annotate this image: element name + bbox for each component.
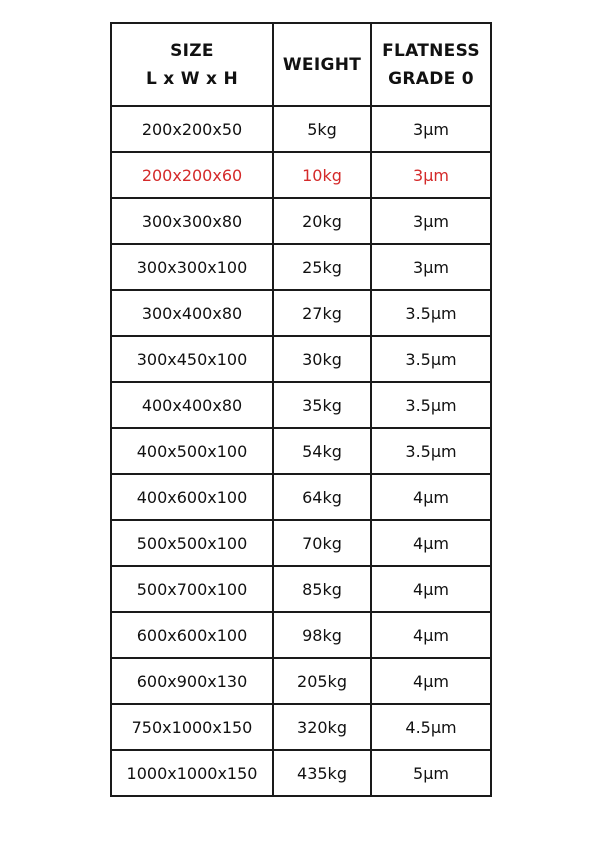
table-row [111,336,491,382]
table-row [111,704,491,750]
table-row [111,658,491,704]
table-row [111,244,491,290]
header-row [111,23,491,106]
cell-flatness: 4μm [371,520,491,566]
table-row [111,612,491,658]
table-row [111,198,491,244]
cell-weight: 35kg [273,382,371,428]
header-weight [273,23,371,106]
cell-size: 1000x1000x150 [111,750,273,796]
cell-weight: 27kg [273,290,371,336]
table-row-highlighted [111,152,491,198]
header-size [111,23,273,106]
spec-table [110,22,492,797]
table-row [111,382,491,428]
table-row [111,428,491,474]
cell-weight: 98kg [273,612,371,658]
cell-size: 200x200x50 [111,106,273,152]
cell-weight: 10kg [273,152,371,198]
cell-weight: 70kg [273,520,371,566]
cell-size: 200x200x60 [111,152,273,198]
cell-size: 500x700x100 [111,566,273,612]
cell-flatness: 4μm [371,474,491,520]
cell-size: 300x300x100 [111,244,273,290]
table-row [111,566,491,612]
cell-size: 400x600x100 [111,474,273,520]
header-flatness-grade: GRADE 0 [388,68,474,89]
cell-weight: 30kg [273,336,371,382]
table-row [111,106,491,152]
cell-flatness: 3.5μm [371,428,491,474]
cell-flatness: 3.5μm [371,336,491,382]
cell-flatness: 4.5μm [371,704,491,750]
cell-flatness: 3μm [371,152,491,198]
cell-weight: 5kg [273,106,371,152]
cell-size: 300x300x80 [111,198,273,244]
table-row [111,750,491,796]
cell-flatness: 3.5μm [371,290,491,336]
cell-weight: 435kg [273,750,371,796]
table-body [111,106,491,796]
table-header [111,23,491,106]
header-flatness [371,23,491,106]
cell-size: 400x500x100 [111,428,273,474]
header-weight-title: WEIGHT [282,54,362,75]
cell-weight: 64kg [273,474,371,520]
cell-flatness: 3.5μm [371,382,491,428]
table-row [111,474,491,520]
cell-flatness: 3μm [371,198,491,244]
cell-size: 600x600x100 [111,612,273,658]
header-size-dimensions: L x W x H [145,68,239,89]
table-row [111,520,491,566]
cell-weight: 205kg [273,658,371,704]
cell-flatness: 3μm [371,244,491,290]
cell-weight: 320kg [273,704,371,750]
cell-flatness: 4μm [371,566,491,612]
cell-size: 300x400x80 [111,290,273,336]
header-flatness-title: FLATNESS [382,40,480,61]
cell-flatness: 3μm [371,106,491,152]
table-row [111,290,491,336]
cell-flatness: 4μm [371,658,491,704]
cell-size: 750x1000x150 [111,704,273,750]
cell-size: 400x400x80 [111,382,273,428]
cell-size: 300x450x100 [111,336,273,382]
cell-weight: 20kg [273,198,371,244]
cell-flatness: 4μm [371,612,491,658]
cell-size: 600x900x130 [111,658,273,704]
cell-weight: 25kg [273,244,371,290]
cell-weight: 85kg [273,566,371,612]
cell-flatness: 5μm [371,750,491,796]
cell-size: 500x500x100 [111,520,273,566]
cell-weight: 54kg [273,428,371,474]
header-size-title: SIZE [170,40,214,61]
